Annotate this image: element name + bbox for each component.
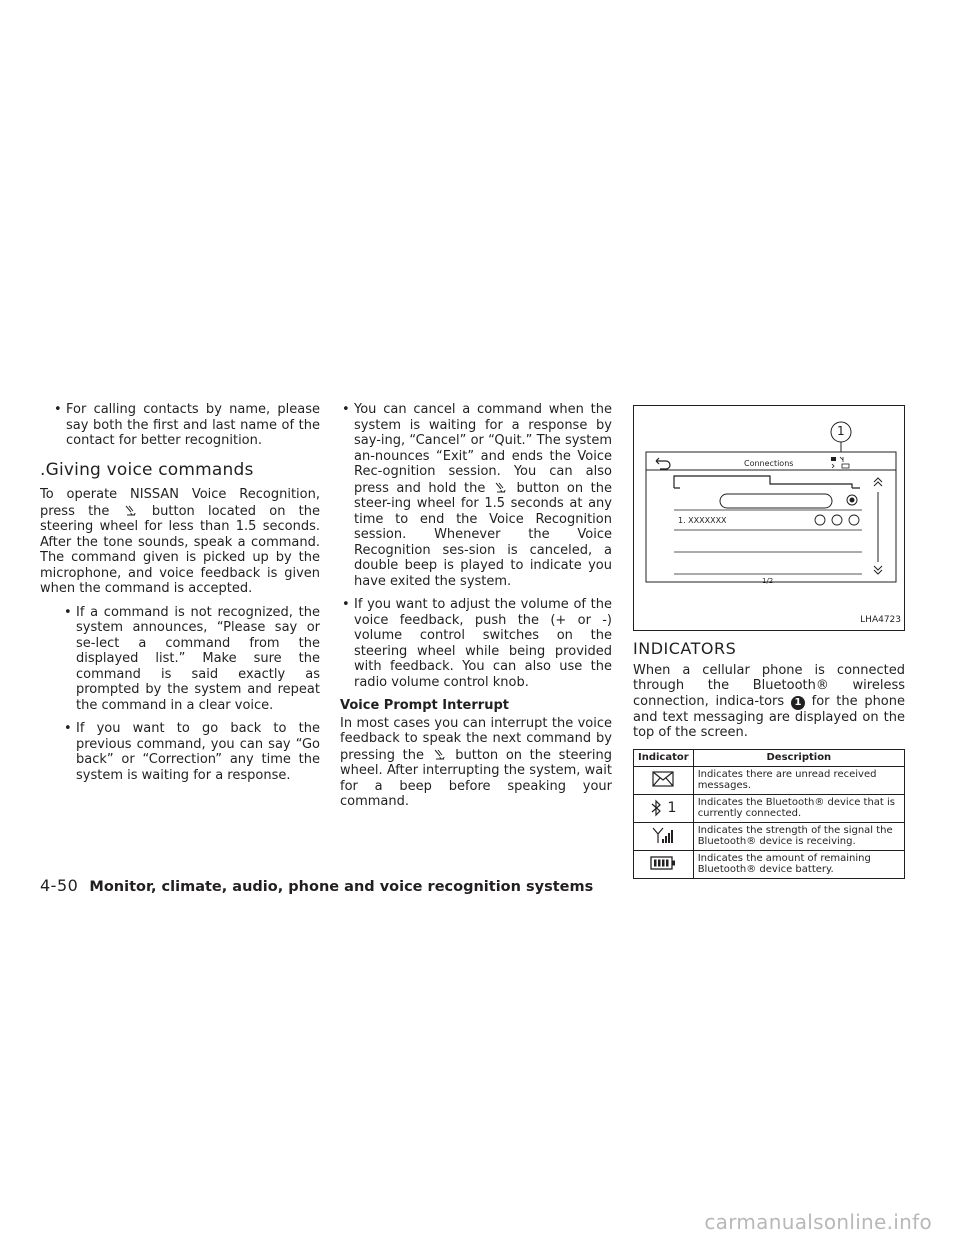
bluetooth-icon [650,799,662,817]
indicators-title: INDICATORS [633,639,737,658]
screen-illustration [634,406,906,632]
bullet-calling-contacts: • For calling contacts by name, please say both the first and last name of the contact for better recognition. [54,402,320,448]
bluetooth-device-number: 1 [667,799,677,816]
indicators-paragraph: When a cellular phone is connected through the Bluetooth® wireless connection, indica-tors 1 for the phone and text messaging are displayed on the top of the screen. [633,662,905,740]
column-right [633,405,905,879]
list-item-label: 1. XXXXXXX [678,516,727,525]
page-footer [40,876,593,895]
bullet-cancel-command: • You can cancel a command when the system is waiting for a response by say-ing, “Cancel” or “Quit.” The system an-nounces “Exit” and ends the Voice Rec-ognition session. You can also press and hold the button on the steer-ing wheel for 1.5 seconds at any time to end the Voice Recognition session. Whenever the Voice Recognition ses-sion is canceled, a double beep is played to indicate you have exited the system. [342,402,613,589]
bullet-adjust-volume: • If you want to adjust the volume of the voice feedback, push the (+ or -) volume control switches on the steering wheel while being provided with feedback. You can also use the radio volume control knob. [342,597,612,690]
sub-bullet-list [40,605,320,784]
list-item: • If you want to go back to the previous command, you can say “Go back” or “Correction” any time the system is waiting for a response. [64,721,320,783]
chapter-title: Monitor, climate, audio, phone and voice recognition systems [89,879,594,895]
table-header-description: Description [693,749,904,766]
voice-prompt-paragraph: In most cases you can interrupt the voice feedback to speak the next command by pressing the button on the steering wheel. After interrupting the system, wait for a beep before speaking your command. [340,715,612,809]
section-title: .Giving voice commands [40,459,254,480]
connections-screen-figure [633,405,905,631]
signal-strength-icon [652,826,674,844]
table-row: 1 Indicates the Bluetooth® device that is currently connected. [634,794,905,822]
battery-icon [650,856,676,870]
screen-title: Connections [744,459,794,468]
voice-command-paragraph: To operate NISSAN Voice Recognition, press the button located on the steering wheel for less than 1.5 seconds. After the tone sounds, speak a command. The command given is picked up by the microphone, and voice feedback is given when the command is accepted. [40,487,320,596]
table-header-indicator: Indicator [634,749,694,766]
list-item: • If a command is not recognized, the system announces, “Please say or se-lect a command from the displayed list.” Make sure the command is said exactly as prompted by the system and repeat the command in a clear voice. [64,604,320,713]
talk-button-icon [493,480,509,494]
talk-button-icon [432,747,448,761]
watermark: carmanualsonline.info [704,1210,932,1234]
column-left [40,402,320,791]
column-middle [340,402,612,810]
page-indicator: 1/2 [762,577,774,585]
page-number: 4-50 [40,876,79,895]
figure-code: LHA4723 [860,614,901,625]
table-row: Indicates the amount of remaining Bluetooth® device battery. [634,850,905,878]
indicator-table [633,749,905,879]
envelope-icon [652,771,674,787]
voice-prompt-interrupt-heading: Voice Prompt Interrupt [340,698,509,713]
table-header-row [634,749,905,766]
callout-badge: 1 [791,696,805,710]
callout-number: 1 [837,424,845,438]
table-row: Indicates there are unread received messages. [634,766,905,794]
table-row: Indicates the strength of the signal the Bluetooth® device is receiving. [634,822,905,850]
talk-button-icon [123,503,139,517]
